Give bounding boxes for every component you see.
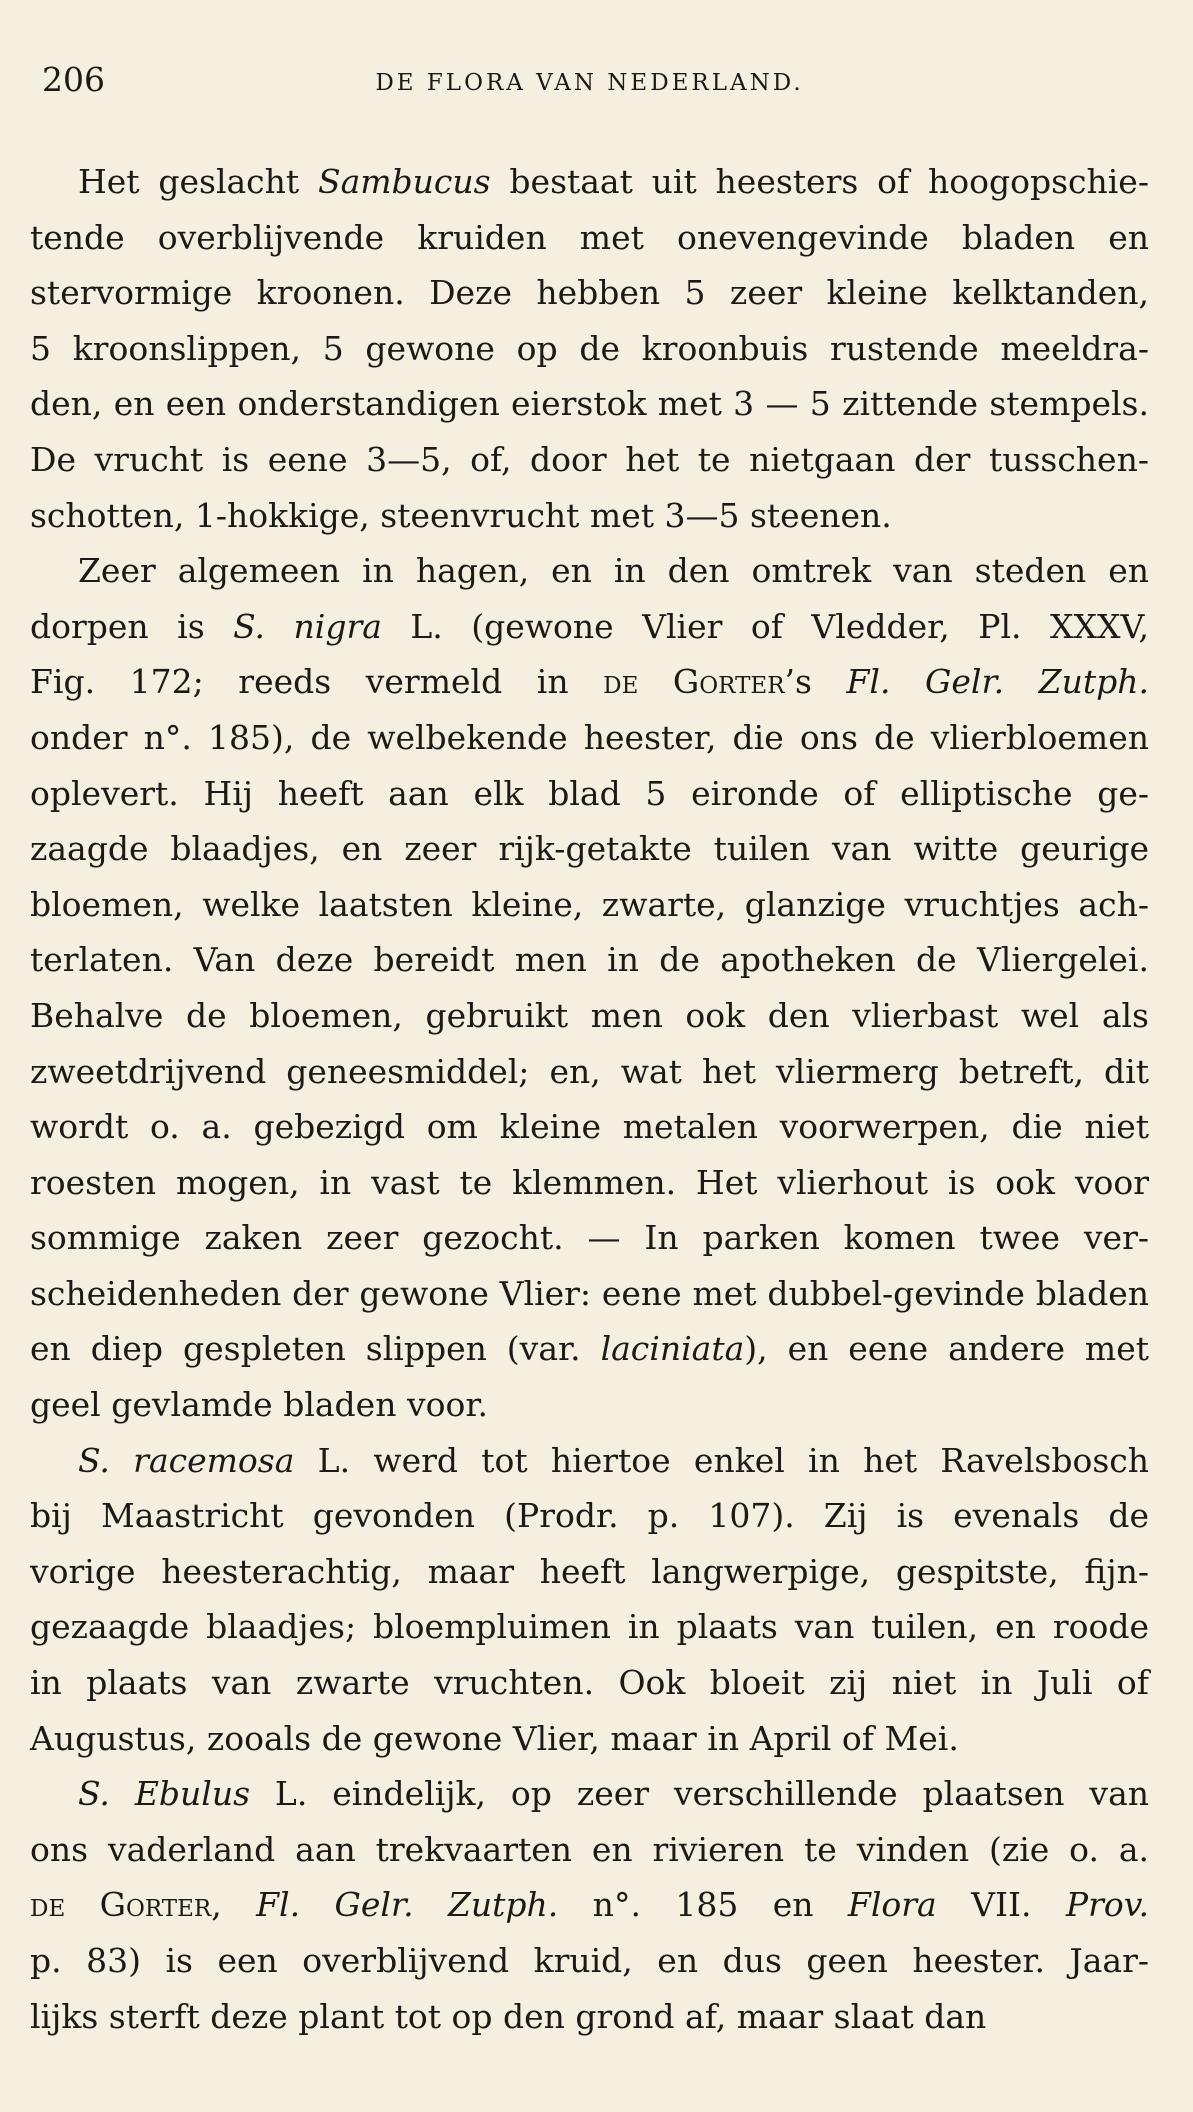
text-line [30, 1655, 1149, 1711]
italic-term: Flora [847, 1885, 937, 1925]
text-line [30, 1210, 1149, 1266]
italic-term: S. nigra [233, 606, 382, 646]
author-name: de Gorter [603, 662, 785, 702]
text-run: L. eindelijk, op zeer verschillende plaatsen van [250, 1774, 1150, 1814]
text-line [30, 1766, 1149, 1822]
paragraph [30, 1766, 1149, 2044]
text-line [30, 932, 1149, 988]
text-run: zaagde blaadjes, en zeer rijk-getakte tuilen van witte geurige [30, 829, 1149, 869]
text-line [30, 1266, 1149, 1322]
text-line [30, 821, 1149, 877]
paragraph [30, 1433, 1149, 1767]
text-line [30, 154, 1149, 210]
text-line [30, 1933, 1149, 1989]
body-text [30, 154, 1149, 2044]
text-run: geel gevlamde bladen voor. [30, 1385, 488, 1425]
text-run: in plaats van zwarte vruchten. Ook bloeit zij niet in Juli of [30, 1663, 1149, 1703]
text-run: en diep gespleten slippen (var. [30, 1329, 601, 1369]
text-run: ons vaderland aan trekvaarten en rivieren te vinden (zie o. a. [30, 1829, 1149, 1869]
text-run: roesten mogen, in vast te klemmen. Het vlierhout is ook voor [30, 1162, 1149, 1202]
text-line [30, 1377, 1149, 1433]
text-run: scheidenheden der gewone Vlier: eene met dubbel-gevinde bladen [30, 1273, 1149, 1313]
page-number: 206 [42, 60, 105, 99]
text-run: VII. [936, 1885, 1066, 1925]
text-run: bij Maastricht gevonden (Prodr. p. 107). Zij is evenals de [30, 1496, 1149, 1536]
text-line [30, 376, 1149, 432]
text-run: lijks sterft deze plant tot op den grond af, maar slaat dan [30, 1996, 987, 2036]
text-run: oplevert. Hij heeft aan elk blad 5 eironde of elliptische ge- [30, 773, 1149, 813]
text-run: bestaat uit heesters of hoogopschie- [490, 162, 1149, 201]
text-run: ’s [784, 662, 847, 702]
text-line [30, 1544, 1149, 1600]
text-run: Fig. 172; reeds vermeld in [30, 662, 604, 702]
text-line [30, 1989, 1149, 2045]
text-run: n°. 185 en [558, 1885, 848, 1925]
text-run: sommige zaken zeer gezocht. — In parken komen twee ver- [30, 1218, 1149, 1258]
text-line [30, 1488, 1149, 1544]
italic-term: Fl. Gelr. Zutph. [846, 662, 1149, 702]
text-line [30, 543, 1149, 599]
text-run: bloemen, welke laatsten kleine, zwarte, glanzige vruchtjes ach- [30, 884, 1149, 924]
italic-term: Fl. Gelr. Zutph. [256, 1885, 559, 1925]
text-line [30, 432, 1149, 488]
text-run: tende overblijvende kruiden met onevengevinde bladen en [30, 217, 1149, 257]
text-run: ), en eene andere met [744, 1329, 1149, 1369]
text-line [30, 210, 1149, 266]
text-run: schotten, 1-hokkige, steenvrucht met 3—5 steenen. [30, 495, 892, 535]
page-header [30, 52, 1149, 112]
text-line [30, 1877, 1149, 1933]
text-run: dorpen is [30, 606, 234, 646]
text-line [30, 488, 1149, 544]
text-line [30, 599, 1149, 655]
text-run: L. werd tot hiertoe enkel in het Ravelsbosch [294, 1440, 1149, 1480]
paragraph [30, 543, 1149, 1433]
italic-term: Prov. [1065, 1885, 1149, 1925]
text-run: L. (gewone Vlier of Vledder, Pl. XXXV, [381, 606, 1149, 646]
text-line [30, 1155, 1149, 1211]
text-run: 5 kroonslippen, 5 gewone op de kroonbuis rustende meeldra- [30, 328, 1149, 368]
text-line [30, 1433, 1149, 1489]
text-line [30, 988, 1149, 1044]
text-line [30, 1099, 1149, 1155]
text-run: p. 83) is een overblijvend kruid, en dus geen heester. Jaar- [30, 1941, 1149, 1980]
text-run: stervormige kroonen. Deze hebben 5 zeer kleine kelktanden, [30, 273, 1149, 313]
running-title: DE FLORA VAN NEDERLAND. [375, 70, 804, 96]
text-run: Zeer algemeen in hagen, en in den omtrek van steden en [78, 551, 1149, 591]
text-run: Het geslacht [78, 162, 318, 201]
text-line [30, 1822, 1149, 1878]
text-run: wordt o. a. gebezigd om kleine metalen voorwerpen, die niet [30, 1107, 1149, 1147]
text-run: zweetdrijvend geneesmiddel; en, wat het vliermerg betreft, dit [30, 1051, 1149, 1091]
text-run: , [211, 1885, 257, 1925]
text-line [30, 654, 1149, 710]
italic-term: laciniata [600, 1329, 745, 1369]
text-run: Behalve de bloemen, gebruikt men ook den vlierbast wel als [30, 995, 1149, 1035]
text-line [30, 766, 1149, 822]
text-line [30, 1044, 1149, 1100]
text-line [30, 1599, 1149, 1655]
text-run: onder n°. 185), de welbekende heester, die ons de vlierbloemen [30, 717, 1149, 757]
paragraph [30, 154, 1149, 543]
text-line [30, 877, 1149, 933]
text-run: vorige heesterachtig, maar heeft langwerpige, gespitste, fijn- [30, 1551, 1149, 1591]
text-run: Augustus, zooals de gewone Vlier, maar in April of Mei. [30, 1718, 959, 1758]
text-line [30, 1711, 1149, 1767]
text-run: gezaagde blaadjes; bloempluimen in plaats van tuilen, en roode [30, 1607, 1149, 1647]
italic-term: S. racemosa [78, 1440, 295, 1480]
text-run: De vrucht is eene 3—5, of, door het te nietgaan der tusschen- [30, 439, 1149, 479]
text-line [30, 710, 1149, 766]
text-line [30, 321, 1149, 377]
text-run: den, en een onderstandigen eierstok met 3 — 5 zittende stempels. [30, 384, 1149, 424]
author-name: de Gorter [30, 1885, 212, 1925]
italic-term: Sambucus [317, 162, 491, 201]
text-run: terlaten. Van deze bereidt men in de apotheken de Vliergelei. [30, 940, 1149, 980]
text-line [30, 1321, 1149, 1377]
text-line [30, 265, 1149, 321]
italic-term: S. Ebulus [78, 1774, 251, 1814]
